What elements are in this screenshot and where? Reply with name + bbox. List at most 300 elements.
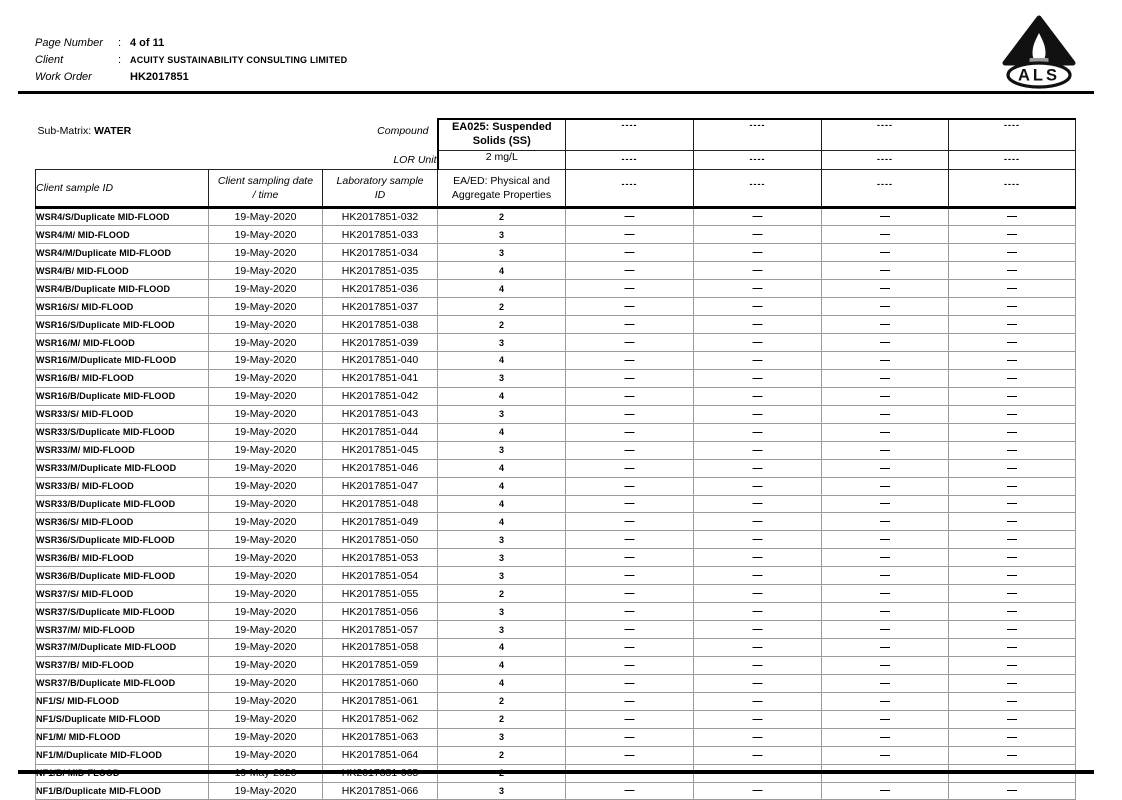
cell-empty-result-1: — xyxy=(566,656,694,674)
table-row xyxy=(36,549,1076,567)
cell-empty-result-1: — xyxy=(566,262,694,280)
cell-suspended-solids-value: 3 xyxy=(438,782,566,800)
lab-id-line-2: ID xyxy=(374,188,386,201)
cell-sampling-date: 19-May-2020 xyxy=(209,585,323,603)
cell-client-sample-id: WSR37/B/ MID-FLOOD xyxy=(36,656,209,674)
cell-empty-result-2: — xyxy=(694,603,822,621)
method-line-2: Aggregate Properties xyxy=(451,188,552,201)
cell-sampling-date: 19-May-2020 xyxy=(209,513,323,531)
cell-empty-result-3: — xyxy=(822,244,949,262)
cell-client-sample-id: WSR16/B/Duplicate MID-FLOOD xyxy=(36,387,209,405)
cell-empty-result-4: — xyxy=(949,334,1076,352)
page-number-label: Page Number xyxy=(35,36,103,49)
cell-empty-result-3: — xyxy=(822,674,949,692)
cell-sampling-date: 19-May-2020 xyxy=(209,477,323,495)
table-row xyxy=(36,477,1076,495)
cell-client-sample-id: WSR37/S/ MID-FLOOD xyxy=(36,585,209,603)
cell-empty-result-1: — xyxy=(566,369,694,387)
cell-client-sample-id: WSR33/B/ MID-FLOOD xyxy=(36,477,209,495)
cell-empty-result-4: — xyxy=(949,405,1076,423)
sub-matrix-and-compound-labels xyxy=(36,119,438,150)
cell-lab-sample-id: HK2017851-034 xyxy=(323,244,438,262)
cell-empty-result-1: — xyxy=(566,352,694,370)
table-row xyxy=(36,459,1076,477)
cell-empty-result-2: — xyxy=(694,531,822,549)
table-row xyxy=(36,334,1076,352)
cell-suspended-solids-value: 4 xyxy=(438,262,566,280)
cell-client-sample-id: WSR36/S/ MID-FLOOD xyxy=(36,513,209,531)
table-row xyxy=(36,495,1076,513)
cell-empty-result-3: — xyxy=(822,603,949,621)
cell-lab-sample-id: HK2017851-040 xyxy=(323,352,438,370)
cell-empty-result-1: — xyxy=(566,710,694,728)
cell-empty-result-2: — xyxy=(694,549,822,567)
cell-lab-sample-id: HK2017851-055 xyxy=(323,585,438,603)
cell-empty-result-4: — xyxy=(949,639,1076,657)
analyte-lor-empty-3: ---- xyxy=(822,150,949,169)
cell-suspended-solids-value: 3 xyxy=(438,549,566,567)
cell-empty-result-4: — xyxy=(949,531,1076,549)
cell-empty-result-2: — xyxy=(694,387,822,405)
cell-lab-sample-id: HK2017851-047 xyxy=(323,477,438,495)
cell-empty-result-2: — xyxy=(694,710,822,728)
als-logo-icon xyxy=(997,12,1081,92)
cell-suspended-solids-value: 2 xyxy=(438,710,566,728)
cell-empty-result-4: — xyxy=(949,477,1076,495)
cell-empty-result-2: — xyxy=(694,746,822,764)
cell-empty-result-2: — xyxy=(694,477,822,495)
cell-client-sample-id: NF1/S/Duplicate MID-FLOOD xyxy=(36,710,209,728)
cell-empty-result-1: — xyxy=(566,405,694,423)
cell-empty-result-1: — xyxy=(566,495,694,513)
cell-lab-sample-id: HK2017851-050 xyxy=(323,531,438,549)
table-row xyxy=(36,352,1076,370)
cell-sampling-date: 19-May-2020 xyxy=(209,549,323,567)
cell-lab-sample-id: HK2017851-061 xyxy=(323,692,438,710)
cell-empty-result-2: — xyxy=(694,495,822,513)
cell-empty-result-3: — xyxy=(822,405,949,423)
meta-row-client xyxy=(35,51,347,68)
cell-empty-result-3: — xyxy=(822,639,949,657)
table-row xyxy=(36,639,1076,657)
cell-lab-sample-id: HK2017851-035 xyxy=(323,262,438,280)
cell-sampling-date: 19-May-2020 xyxy=(209,280,323,298)
table-row xyxy=(36,728,1076,746)
cell-empty-result-2: — xyxy=(694,316,822,334)
analyte-method-empty-1: ---- xyxy=(566,169,694,207)
cell-empty-result-4: — xyxy=(949,280,1076,298)
table-row xyxy=(36,244,1076,262)
cell-empty-result-1: — xyxy=(566,441,694,459)
table-row xyxy=(36,387,1076,405)
cell-empty-result-2: — xyxy=(694,585,822,603)
cell-client-sample-id: WSR16/B/ MID-FLOOD xyxy=(36,369,209,387)
lor-unit-header-row xyxy=(36,150,1076,169)
cell-lab-sample-id: HK2017851-045 xyxy=(323,441,438,459)
table-row xyxy=(36,441,1076,459)
cell-empty-result-3: — xyxy=(822,477,949,495)
cell-empty-result-4: — xyxy=(949,441,1076,459)
cell-empty-result-3: — xyxy=(822,352,949,370)
cell-client-sample-id: WSR33/S/Duplicate MID-FLOOD xyxy=(36,423,209,441)
sub-matrix xyxy=(38,125,132,137)
analyte-compound-ea025 xyxy=(438,119,566,150)
cell-lab-sample-id: HK2017851-053 xyxy=(323,549,438,567)
cell-suspended-solids-value: 2 xyxy=(438,585,566,603)
cell-empty-result-4: — xyxy=(949,244,1076,262)
cell-sampling-date: 19-May-2020 xyxy=(209,782,323,800)
cell-empty-result-1: — xyxy=(566,603,694,621)
cell-lab-sample-id: HK2017851-058 xyxy=(323,639,438,657)
cell-client-sample-id: WSR33/B/Duplicate MID-FLOOD xyxy=(36,495,209,513)
cell-suspended-solids-value: 2 xyxy=(438,746,566,764)
cell-empty-result-1: — xyxy=(566,782,694,800)
cell-empty-result-4: — xyxy=(949,746,1076,764)
cell-empty-result-1: — xyxy=(566,531,694,549)
analyte-lor-ea025: 2 mg/L xyxy=(438,150,566,169)
cell-empty-result-1: — xyxy=(566,244,694,262)
cell-empty-result-3: — xyxy=(822,567,949,585)
cell-empty-result-1: — xyxy=(566,567,694,585)
cell-empty-result-2: — xyxy=(694,369,822,387)
cell-sampling-date: 19-May-2020 xyxy=(209,369,323,387)
sampling-date-line-2: / time xyxy=(252,188,279,201)
client-value: ACUITY SUSTAINABILITY CONSULTING LIMITED xyxy=(130,54,348,65)
cell-client-sample-id: WSR4/M/Duplicate MID-FLOOD xyxy=(36,244,209,262)
cell-empty-result-3: — xyxy=(822,692,949,710)
compound-header-row xyxy=(36,119,1076,150)
cell-empty-result-1: — xyxy=(566,621,694,639)
cell-empty-result-4: — xyxy=(949,298,1076,316)
cell-lab-sample-id: HK2017851-039 xyxy=(323,334,438,352)
cell-suspended-solids-value: 4 xyxy=(438,674,566,692)
cell-empty-result-2: — xyxy=(694,728,822,746)
analyte-method-empty-4: ---- xyxy=(949,169,1076,207)
cell-empty-result-4: — xyxy=(949,459,1076,477)
compound-line-2: Solids (SS) xyxy=(472,135,531,147)
cell-empty-result-4: — xyxy=(949,316,1076,334)
cell-lab-sample-id: HK2017851-063 xyxy=(323,728,438,746)
cell-client-sample-id: WSR4/M/ MID-FLOOD xyxy=(36,226,209,244)
analyte-lor-empty-4: ---- xyxy=(949,150,1076,169)
cell-lab-sample-id: HK2017851-062 xyxy=(323,710,438,728)
cell-lab-sample-id: HK2017851-044 xyxy=(323,423,438,441)
cell-suspended-solids-value: 3 xyxy=(438,531,566,549)
meta-row-page-number xyxy=(35,34,347,51)
cell-empty-result-3: — xyxy=(822,387,949,405)
cell-sampling-date: 19-May-2020 xyxy=(209,639,323,657)
cell-suspended-solids-value: 3 xyxy=(438,621,566,639)
cell-empty-result-4: — xyxy=(949,369,1076,387)
cell-empty-result-4: — xyxy=(949,207,1076,226)
cell-empty-result-1: — xyxy=(566,316,694,334)
cell-empty-result-3: — xyxy=(822,728,949,746)
cell-sampling-date: 19-May-2020 xyxy=(209,316,323,334)
cell-empty-result-3: — xyxy=(822,298,949,316)
cell-empty-result-1: — xyxy=(566,513,694,531)
table-row xyxy=(36,674,1076,692)
cell-sampling-date: 19-May-2020 xyxy=(209,226,323,244)
cell-empty-result-3: — xyxy=(822,459,949,477)
cell-empty-result-2: — xyxy=(694,782,822,800)
cell-empty-result-1: — xyxy=(566,207,694,226)
column-header-client-sample-id: Client sample ID xyxy=(36,169,209,207)
cell-empty-result-4: — xyxy=(949,656,1076,674)
cell-lab-sample-id: HK2017851-060 xyxy=(323,674,438,692)
cell-sampling-date: 19-May-2020 xyxy=(209,728,323,746)
cell-suspended-solids-value: 4 xyxy=(438,477,566,495)
cell-lab-sample-id: HK2017851-038 xyxy=(323,316,438,334)
cell-empty-result-1: — xyxy=(566,639,694,657)
cell-sampling-date: 19-May-2020 xyxy=(209,567,323,585)
cell-empty-result-4: — xyxy=(949,728,1076,746)
cell-empty-result-3: — xyxy=(822,316,949,334)
analyte-compound-empty-2: ---- xyxy=(694,119,822,150)
cell-sampling-date: 19-May-2020 xyxy=(209,621,323,639)
cell-empty-result-3: — xyxy=(822,513,949,531)
cell-client-sample-id: WSR33/M/Duplicate MID-FLOOD xyxy=(36,459,209,477)
cell-empty-result-3: — xyxy=(822,262,949,280)
cell-client-sample-id: WSR37/B/Duplicate MID-FLOOD xyxy=(36,674,209,692)
table-row xyxy=(36,621,1076,639)
cell-client-sample-id: NF1/S/ MID-FLOOD xyxy=(36,692,209,710)
cell-client-sample-id: WSR37/M/ MID-FLOOD xyxy=(36,621,209,639)
table-row xyxy=(36,316,1076,334)
cell-client-sample-id: WSR4/S/Duplicate MID-FLOOD xyxy=(36,207,209,226)
cell-lab-sample-id: HK2017851-056 xyxy=(323,603,438,621)
cell-suspended-solids-value: 4 xyxy=(438,280,566,298)
table-row xyxy=(36,369,1076,387)
cell-empty-result-2: — xyxy=(694,459,822,477)
cell-empty-result-3: — xyxy=(822,656,949,674)
cell-empty-result-2: — xyxy=(694,244,822,262)
table-row xyxy=(36,513,1076,531)
cell-empty-result-3: — xyxy=(822,746,949,764)
client-label: Client xyxy=(35,53,64,66)
cell-sampling-date: 19-May-2020 xyxy=(209,244,323,262)
cell-suspended-solids-value: 2 xyxy=(438,298,566,316)
cell-client-sample-id: WSR16/M/Duplicate MID-FLOOD xyxy=(36,352,209,370)
als-logo-text: ALS xyxy=(1018,66,1060,85)
cell-suspended-solids-value: 3 xyxy=(438,226,566,244)
cell-lab-sample-id: HK2017851-036 xyxy=(323,280,438,298)
cell-empty-result-2: — xyxy=(694,226,822,244)
table-row xyxy=(36,585,1076,603)
cell-empty-result-2: — xyxy=(694,262,822,280)
cell-client-sample-id: WSR16/S/Duplicate MID-FLOOD xyxy=(36,316,209,334)
cell-lab-sample-id: HK2017851-043 xyxy=(323,405,438,423)
sub-matrix-label: Sub-Matrix: xyxy=(37,125,92,137)
table-row xyxy=(36,280,1076,298)
page-number-value: 4 of 11 xyxy=(130,36,165,49)
cell-sampling-date: 19-May-2020 xyxy=(209,334,323,352)
cell-empty-result-4: — xyxy=(949,603,1076,621)
table-row xyxy=(36,692,1076,710)
cell-empty-result-1: — xyxy=(566,423,694,441)
cell-client-sample-id: WSR36/B/ MID-FLOOD xyxy=(36,549,209,567)
cell-lab-sample-id: HK2017851-046 xyxy=(323,459,438,477)
cell-empty-result-3: — xyxy=(822,226,949,244)
cell-client-sample-id: WSR16/M/ MID-FLOOD xyxy=(36,334,209,352)
cell-empty-result-1: — xyxy=(566,585,694,603)
cell-sampling-date: 19-May-2020 xyxy=(209,746,323,764)
cell-empty-result-4: — xyxy=(949,423,1076,441)
cell-suspended-solids-value: 4 xyxy=(438,513,566,531)
cell-suspended-solids-value: 3 xyxy=(438,405,566,423)
analyte-method-ea-ed xyxy=(438,169,566,207)
cell-client-sample-id: WSR33/M/ MID-FLOOD xyxy=(36,441,209,459)
analyte-compound-empty-4: ---- xyxy=(949,119,1076,150)
cell-suspended-solids-value: 4 xyxy=(438,495,566,513)
table-row xyxy=(36,226,1076,244)
cell-empty-result-4: — xyxy=(949,513,1076,531)
cell-empty-result-4: — xyxy=(949,782,1076,800)
analyte-lor-empty-2: ---- xyxy=(694,150,822,169)
cell-empty-result-3: — xyxy=(822,621,949,639)
cell-client-sample-id: WSR16/S/ MID-FLOOD xyxy=(36,298,209,316)
cell-empty-result-2: — xyxy=(694,207,822,226)
work-order-label: Work Order xyxy=(35,70,92,83)
cell-client-sample-id: WSR36/B/Duplicate MID-FLOOD xyxy=(36,567,209,585)
cell-empty-result-3: — xyxy=(822,549,949,567)
cell-lab-sample-id: HK2017851-059 xyxy=(323,656,438,674)
cell-suspended-solids-value: 4 xyxy=(438,423,566,441)
cell-empty-result-1: — xyxy=(566,728,694,746)
table-row xyxy=(36,782,1076,800)
cell-sampling-date: 19-May-2020 xyxy=(209,692,323,710)
analyte-method-empty-2: ---- xyxy=(694,169,822,207)
cell-empty-result-1: — xyxy=(566,477,694,495)
cell-empty-result-4: — xyxy=(949,621,1076,639)
cell-sampling-date: 19-May-2020 xyxy=(209,441,323,459)
cell-empty-result-2: — xyxy=(694,334,822,352)
cell-lab-sample-id: HK2017851-037 xyxy=(323,298,438,316)
method-line-1: EA/ED: Physical and xyxy=(453,174,550,187)
cell-empty-result-4: — xyxy=(949,226,1076,244)
cell-empty-result-1: — xyxy=(566,549,694,567)
cell-empty-result-4: — xyxy=(949,585,1076,603)
cell-suspended-solids-value: 4 xyxy=(438,387,566,405)
work-order-value: HK2017851 xyxy=(130,70,189,83)
sample-rows xyxy=(36,207,1076,800)
cell-empty-result-2: — xyxy=(694,639,822,657)
cell-sampling-date: 19-May-2020 xyxy=(209,495,323,513)
cell-empty-result-3: — xyxy=(822,495,949,513)
cell-empty-result-4: — xyxy=(949,495,1076,513)
cell-empty-result-2: — xyxy=(694,423,822,441)
cell-client-sample-id: WSR37/S/Duplicate MID-FLOOD xyxy=(36,603,209,621)
client-separator: : xyxy=(118,53,122,66)
cell-suspended-solids-value: 3 xyxy=(438,728,566,746)
cell-empty-result-4: — xyxy=(949,692,1076,710)
footer-divider-rule xyxy=(18,770,1094,774)
cell-empty-result-1: — xyxy=(566,746,694,764)
analyte-compound-empty-1: ---- xyxy=(566,119,694,150)
cell-suspended-solids-value: 3 xyxy=(438,441,566,459)
column-header-lab-sample-id xyxy=(323,169,438,207)
cell-empty-result-1: — xyxy=(566,692,694,710)
cell-client-sample-id: WSR4/B/ MID-FLOOD xyxy=(36,262,209,280)
cell-suspended-solids-value: 3 xyxy=(438,603,566,621)
cell-sampling-date: 19-May-2020 xyxy=(209,298,323,316)
cell-client-sample-id: NF1/B/Duplicate MID-FLOOD xyxy=(36,782,209,800)
cell-empty-result-3: — xyxy=(822,782,949,800)
cell-lab-sample-id: HK2017851-041 xyxy=(323,369,438,387)
lor-unit-label-cell xyxy=(36,150,438,169)
cell-empty-result-1: — xyxy=(566,280,694,298)
cell-suspended-solids-value: 2 xyxy=(438,207,566,226)
table-row xyxy=(36,603,1076,621)
analyte-lor-empty-1: ---- xyxy=(566,150,694,169)
cell-empty-result-2: — xyxy=(694,567,822,585)
cell-suspended-solids-value: 4 xyxy=(438,639,566,657)
cell-sampling-date: 19-May-2020 xyxy=(209,603,323,621)
cell-suspended-solids-value: 4 xyxy=(438,459,566,477)
results-table xyxy=(35,118,1076,800)
cell-client-sample-id: WSR36/S/Duplicate MID-FLOOD xyxy=(36,531,209,549)
table-row xyxy=(36,567,1076,585)
cell-empty-result-2: — xyxy=(694,656,822,674)
table-row xyxy=(36,298,1076,316)
cell-empty-result-1: — xyxy=(566,387,694,405)
cell-sampling-date: 19-May-2020 xyxy=(209,459,323,477)
cell-sampling-date: 19-May-2020 xyxy=(209,423,323,441)
cell-empty-result-4: — xyxy=(949,387,1076,405)
cell-lab-sample-id: HK2017851-066 xyxy=(323,782,438,800)
cell-empty-result-1: — xyxy=(566,334,694,352)
page-meta xyxy=(35,34,347,85)
cell-suspended-solids-value: 2 xyxy=(438,316,566,334)
cell-sampling-date: 19-May-2020 xyxy=(209,262,323,280)
cell-sampling-date: 19-May-2020 xyxy=(209,656,323,674)
cell-empty-result-1: — xyxy=(566,298,694,316)
column-titles-row xyxy=(36,169,1076,207)
cell-empty-result-2: — xyxy=(694,352,822,370)
meta-row-work-order xyxy=(35,68,347,85)
table-row xyxy=(36,423,1076,441)
compound-label: Compound xyxy=(377,125,429,137)
cell-empty-result-2: — xyxy=(694,621,822,639)
cell-client-sample-id: NF1/M/ MID-FLOOD xyxy=(36,728,209,746)
table-row xyxy=(36,710,1076,728)
cell-lab-sample-id: HK2017851-033 xyxy=(323,226,438,244)
lor-unit-label: LOR Unit xyxy=(393,154,437,166)
cell-lab-sample-id: HK2017851-054 xyxy=(323,567,438,585)
cell-suspended-solids-value: 4 xyxy=(438,656,566,674)
header-divider-rule xyxy=(18,91,1094,94)
table-row xyxy=(36,746,1076,764)
cell-empty-result-2: — xyxy=(694,692,822,710)
cell-lab-sample-id: HK2017851-048 xyxy=(323,495,438,513)
cell-lab-sample-id: HK2017851-032 xyxy=(323,207,438,226)
cell-client-sample-id: WSR33/S/ MID-FLOOD xyxy=(36,405,209,423)
compound-line-1: EA025: Suspended xyxy=(451,121,552,133)
analyte-compound-empty-3: ---- xyxy=(822,119,949,150)
cell-empty-result-3: — xyxy=(822,531,949,549)
cell-suspended-solids-value: 3 xyxy=(438,567,566,585)
table-row xyxy=(36,531,1076,549)
cell-empty-result-3: — xyxy=(822,207,949,226)
cell-empty-result-3: — xyxy=(822,423,949,441)
table-row xyxy=(36,405,1076,423)
cell-sampling-date: 19-May-2020 xyxy=(209,674,323,692)
sampling-date-line-1: Client sampling date xyxy=(217,174,314,187)
column-header-sampling-date xyxy=(209,169,323,207)
cell-suspended-solids-value: 3 xyxy=(438,244,566,262)
cell-empty-result-4: — xyxy=(949,262,1076,280)
cell-sampling-date: 19-May-2020 xyxy=(209,531,323,549)
cell-empty-result-2: — xyxy=(694,441,822,459)
